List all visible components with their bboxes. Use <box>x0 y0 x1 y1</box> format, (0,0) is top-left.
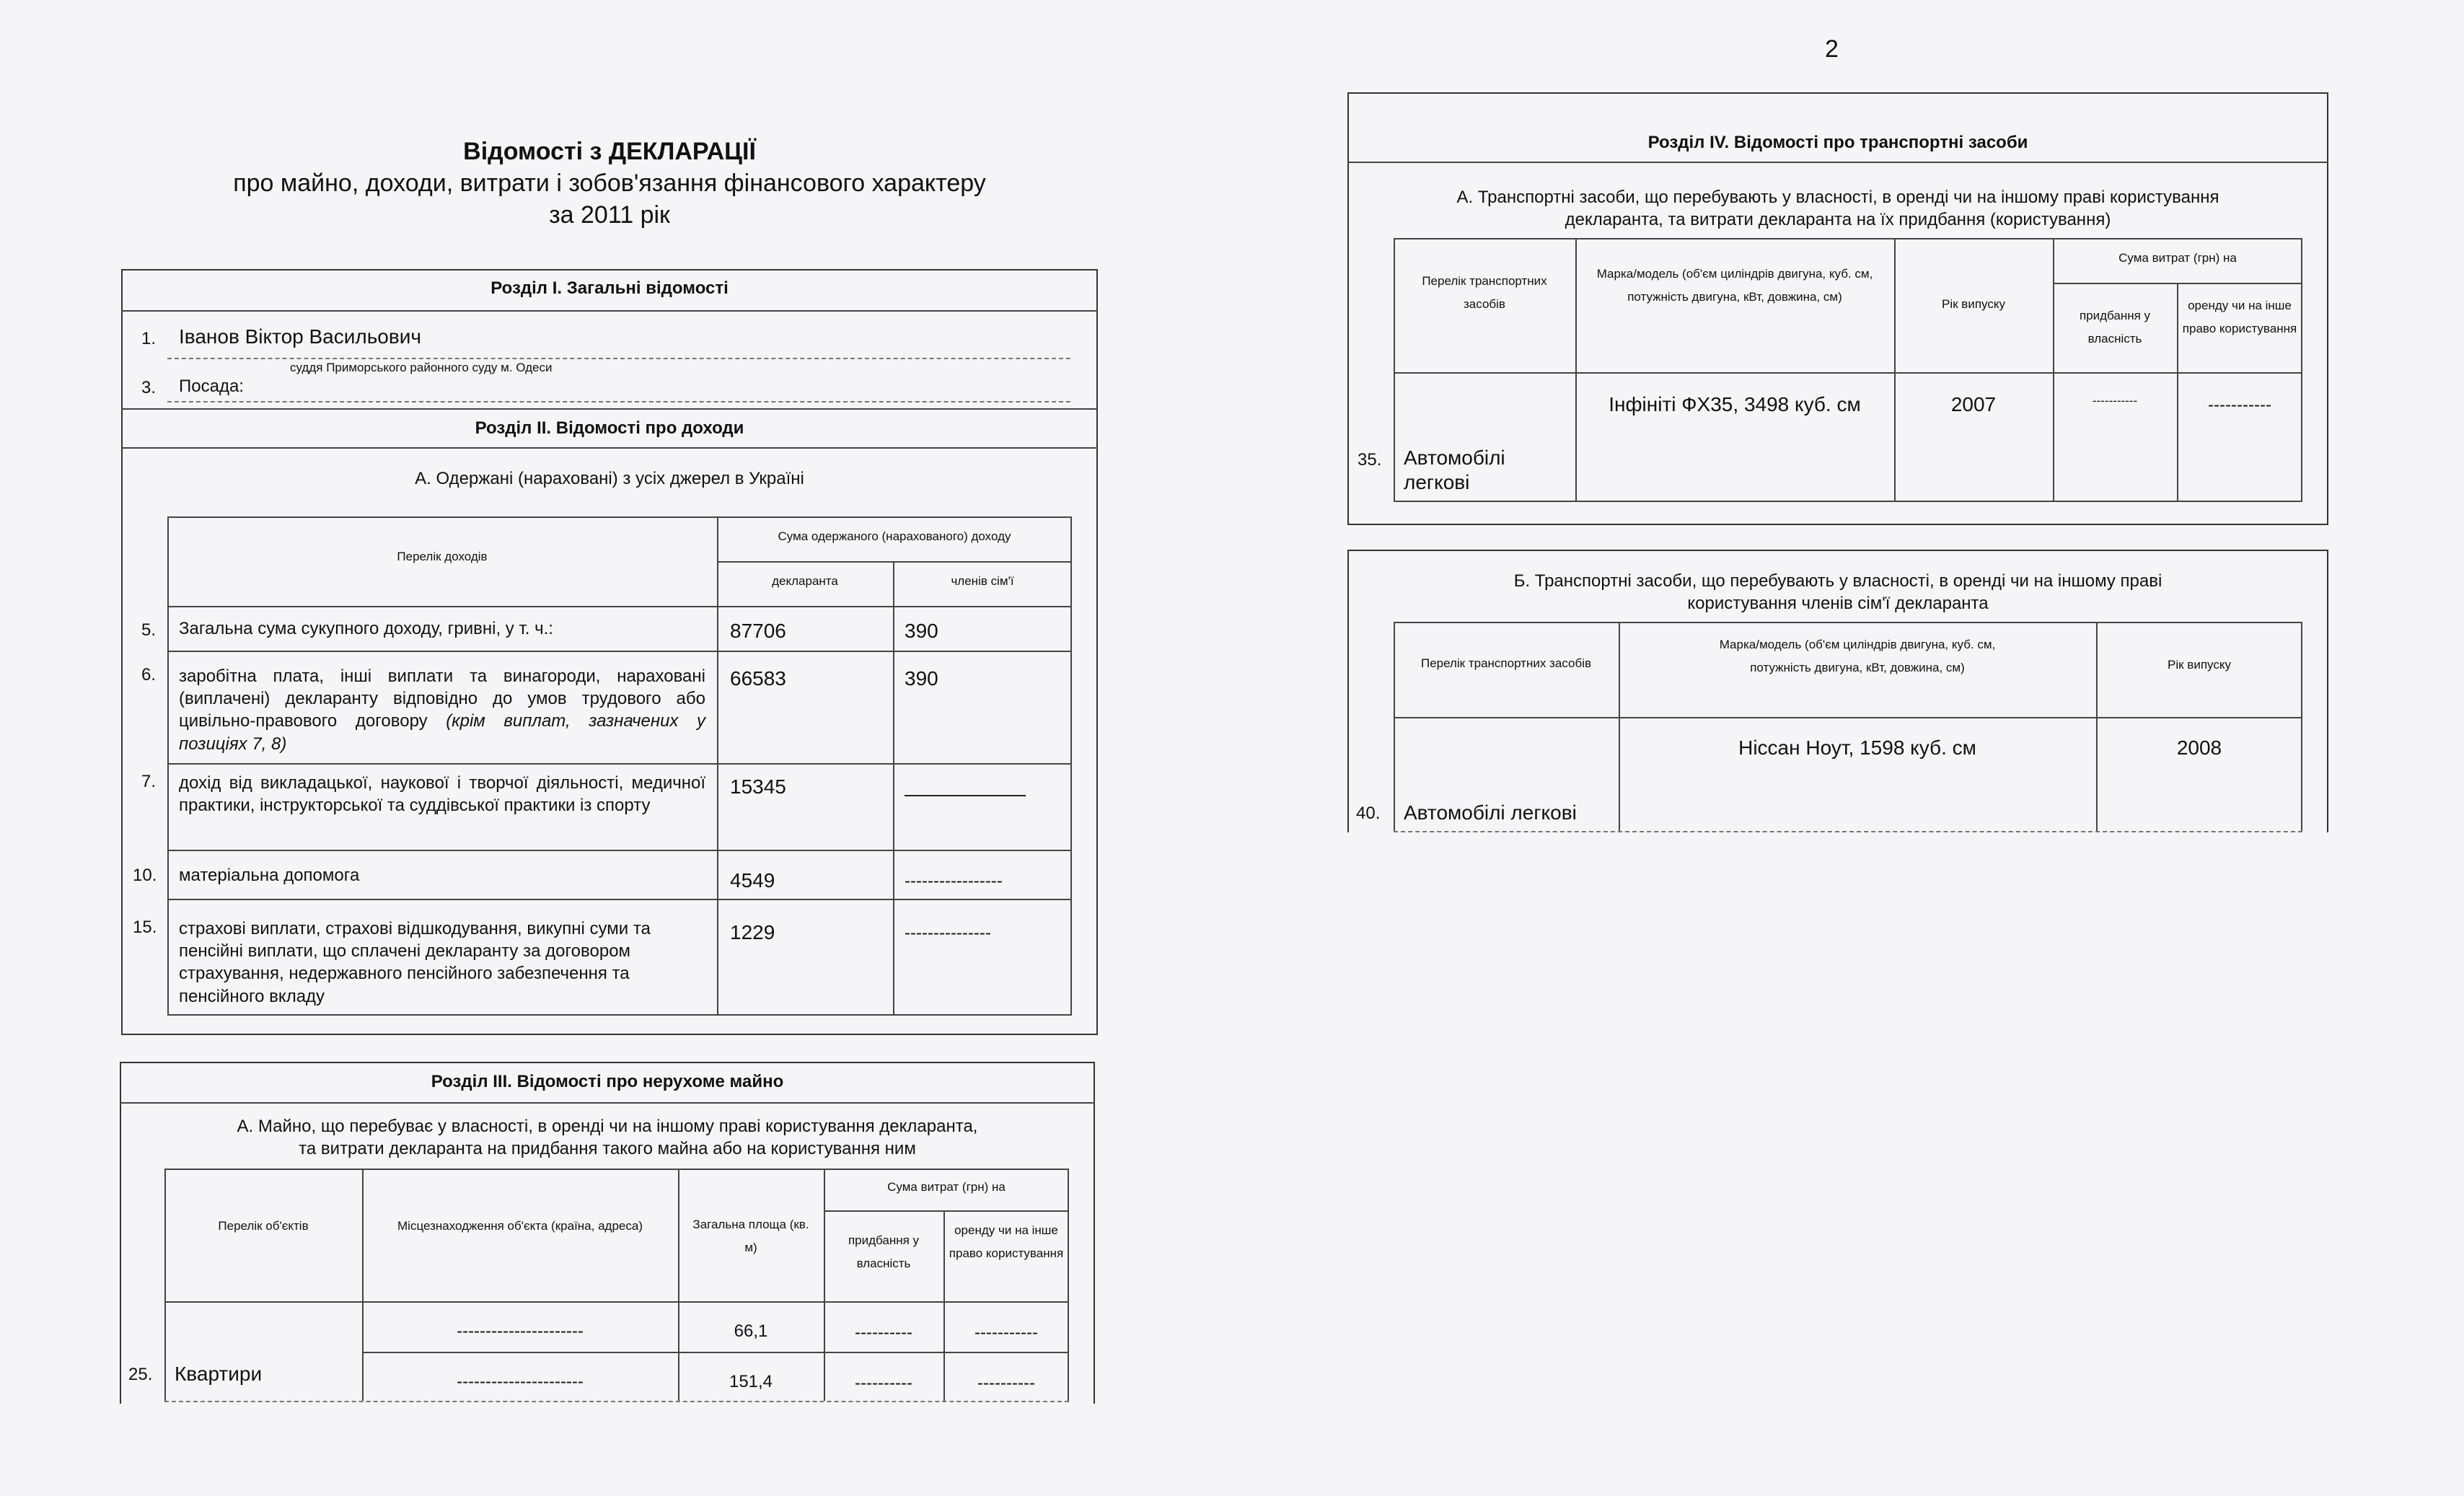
vehicle-model: Інфініті ФХ35, 3498 куб. см <box>1609 393 1861 415</box>
section-4-header: Розділ IV. Відомості про транспортні засоби <box>1647 133 2028 152</box>
property-col-purchase: придбання у власність <box>848 1233 920 1271</box>
title-line-3: за 2011 рік <box>549 201 670 229</box>
vehicle-family-year: 2008 <box>2176 736 2222 759</box>
row-1-number: 1. <box>141 329 157 348</box>
property-col-area: Загальна площа (кв. м) <box>692 1218 809 1255</box>
section-2-header: Розділ ІІ. Відомості про доходи <box>475 418 744 438</box>
property-area: 151,4 <box>729 1372 773 1391</box>
vehicle-year: 2007 <box>1950 393 1997 415</box>
title-line-2: про майно, доходи, витрати і зобов'язання фінансового характеру <box>233 170 986 198</box>
income-row-family: ----------------- <box>905 871 1003 891</box>
vehicle-purchase: ----------- <box>2092 394 2138 408</box>
income-row-family: 390 <box>905 667 938 690</box>
vehicles-family-row-number: 40. <box>1356 804 1381 823</box>
income-row-declarant: 15345 <box>730 775 786 798</box>
section-4b-subheader-line-1: Б. Транспортні засоби, що перебувають у власності, в оренді чи на іншому праві <box>1513 571 2162 591</box>
income-row-text: страхові виплати, страхові відшкодування, викупні суми та пенсійні виплати, що сплачені декларанту за договором страхування, недержавного пенсійного забезпечення та пенсійного вкладу <box>179 919 651 1006</box>
income-row-declarant: 87706 <box>730 620 786 642</box>
income-row-number: 6. <box>141 665 157 685</box>
section-4a-subheader-line-2: декларанта, та витрати декларанта на їх придбання (користування) <box>1565 210 2111 230</box>
income-row-text: заробітна плата, інші виплати та винагороди, нараховані (виплачені) декларанту відповідно до умов трудового або цивільно-правового договору (крім виплат, зазначених у позиціях 7, 8) <box>179 666 705 754</box>
income-row-text: Загальна сума сукупного доходу, гривні, у т. ч.: <box>179 619 553 638</box>
income-row-family: —————— <box>905 783 1026 805</box>
income-row-family: 390 <box>905 620 938 642</box>
section-3-subheader-line-2: та витрати декларанта на придбання такого майна або на користування ним <box>299 1139 916 1159</box>
vehicle-family-model: Ніссан Ноут, 1598 куб. см <box>1738 736 1976 759</box>
section-4b-subheader-line-2: користування членів сім'ї декларанта <box>1687 594 1989 614</box>
section-4a-subheader-line-1: А. Транспортні засоби, що перебувають у власності, в оренді чи на іншому праві користування <box>1456 188 2219 207</box>
income-row-declarant: 1229 <box>730 921 775 943</box>
income-row-number: 15. <box>133 918 157 937</box>
income-row-number: 7. <box>141 772 157 791</box>
property-rent: ----------- <box>974 1323 1038 1342</box>
vehicles-row-number: 35. <box>1358 450 1382 470</box>
income-col-declarant: декларанта <box>772 574 838 588</box>
section-3-subheader <box>120 1115 1095 1160</box>
income-col-list: Перелік доходів <box>397 550 488 563</box>
property-table <box>164 1169 1069 1401</box>
property-row-number: 25. <box>128 1365 153 1384</box>
property-rent: ---------- <box>977 1373 1035 1393</box>
page-number: 2 <box>1825 35 1839 63</box>
section-1-header: Розділ І. Загальні відомості <box>490 278 729 298</box>
property-purchase: ---------- <box>855 1323 912 1342</box>
vehicles-col-expenses: Сума витрат (грн) на <box>2118 251 2237 265</box>
position-label: Посада: <box>179 377 244 396</box>
section-4b-subheader <box>1347 570 2328 615</box>
title-line-1: Відомості з ДЕКЛАРАЦІЇ <box>463 138 756 165</box>
property-col-rent: оренду чи на інше право користування <box>949 1223 1064 1261</box>
income-col-family: членів сім'ї <box>951 574 1014 588</box>
property-col-expenses: Сума витрат (грн) на <box>887 1180 1006 1194</box>
property-row-label: Квартири <box>175 1363 263 1385</box>
income-row-text-italic: (крім виплат, зазначених у позиціях 7, 8) <box>179 711 705 754</box>
vehicles-family-col-model: Марка/модель (об'єм циліндрів двигуна, куб. см, потужність двигуна, кВт, довжина, см) <box>1719 638 1996 675</box>
income-row-declarant: 66583 <box>730 667 786 690</box>
vehicles-family-row-label: Автомобілі легкові <box>1404 801 1577 824</box>
income-row-text: дохід від викладацької, наукової і творчої діяльності, медичної практики, інструкторської та суддівської практики із спорту <box>179 773 705 816</box>
income-row-declarant: 4549 <box>730 869 775 892</box>
vehicles-col-model: Марка/модель (об'єм циліндрів двигуна, куб. см, потужність двигуна, кВт, довжина, см) <box>1596 267 1873 304</box>
income-row-family: --------------- <box>905 923 991 943</box>
section-2-subheader: А. Одержані (нараховані) з усіх джерел в Україні <box>415 469 804 488</box>
vehicles-col-list: Перелік транспортних засобів <box>1422 274 1547 312</box>
property-area: 66,1 <box>734 1321 768 1341</box>
section-3-subheader-line-1: А. Майно, що перебуває у власності, в оренді чи на іншому праві користування декларанта, <box>237 1117 978 1136</box>
property-col-location: Місцезнаходження об'єкта (країна, адреса) <box>397 1219 643 1233</box>
income-row-number: 5. <box>141 620 157 640</box>
vehicles-col-rent: оренду чи на інше право користування <box>2182 299 2297 336</box>
income-row-number: 10. <box>133 866 157 885</box>
property-col-objects: Перелік об'єктів <box>218 1219 309 1233</box>
property-purchase: ---------- <box>855 1373 912 1393</box>
property-location: ---------------------- <box>457 1372 584 1391</box>
row-3-number: 3. <box>141 378 157 397</box>
vehicle-rent: ----------- <box>2208 395 2271 415</box>
vehicles-row-label: Автомобілі легкові <box>1404 446 1505 493</box>
position-value: суддя Приморського районного суду м. Одеси <box>290 361 553 374</box>
document-title <box>115 136 1104 232</box>
vehicles-family-col-list: Перелік транспортних засобів <box>1420 656 1592 670</box>
section-4a-subheader <box>1347 186 2328 231</box>
vehicles-col-purchase: придбання у власність <box>2079 309 2151 346</box>
vehicles-family-col-year: Рік випуску <box>2168 658 2231 672</box>
property-location: ---------------------- <box>457 1321 584 1341</box>
income-row-text: матеріальна допомога <box>179 866 360 885</box>
declarant-name: Іванов Віктор Васильович <box>179 325 421 348</box>
vehicles-col-year: Рік випуску <box>1942 297 2005 311</box>
section-3-header: Розділ ІІІ. Відомості про нерухоме майно <box>431 1072 784 1091</box>
income-col-sum: Сума одержаного (нарахованого) доходу <box>778 529 1011 543</box>
